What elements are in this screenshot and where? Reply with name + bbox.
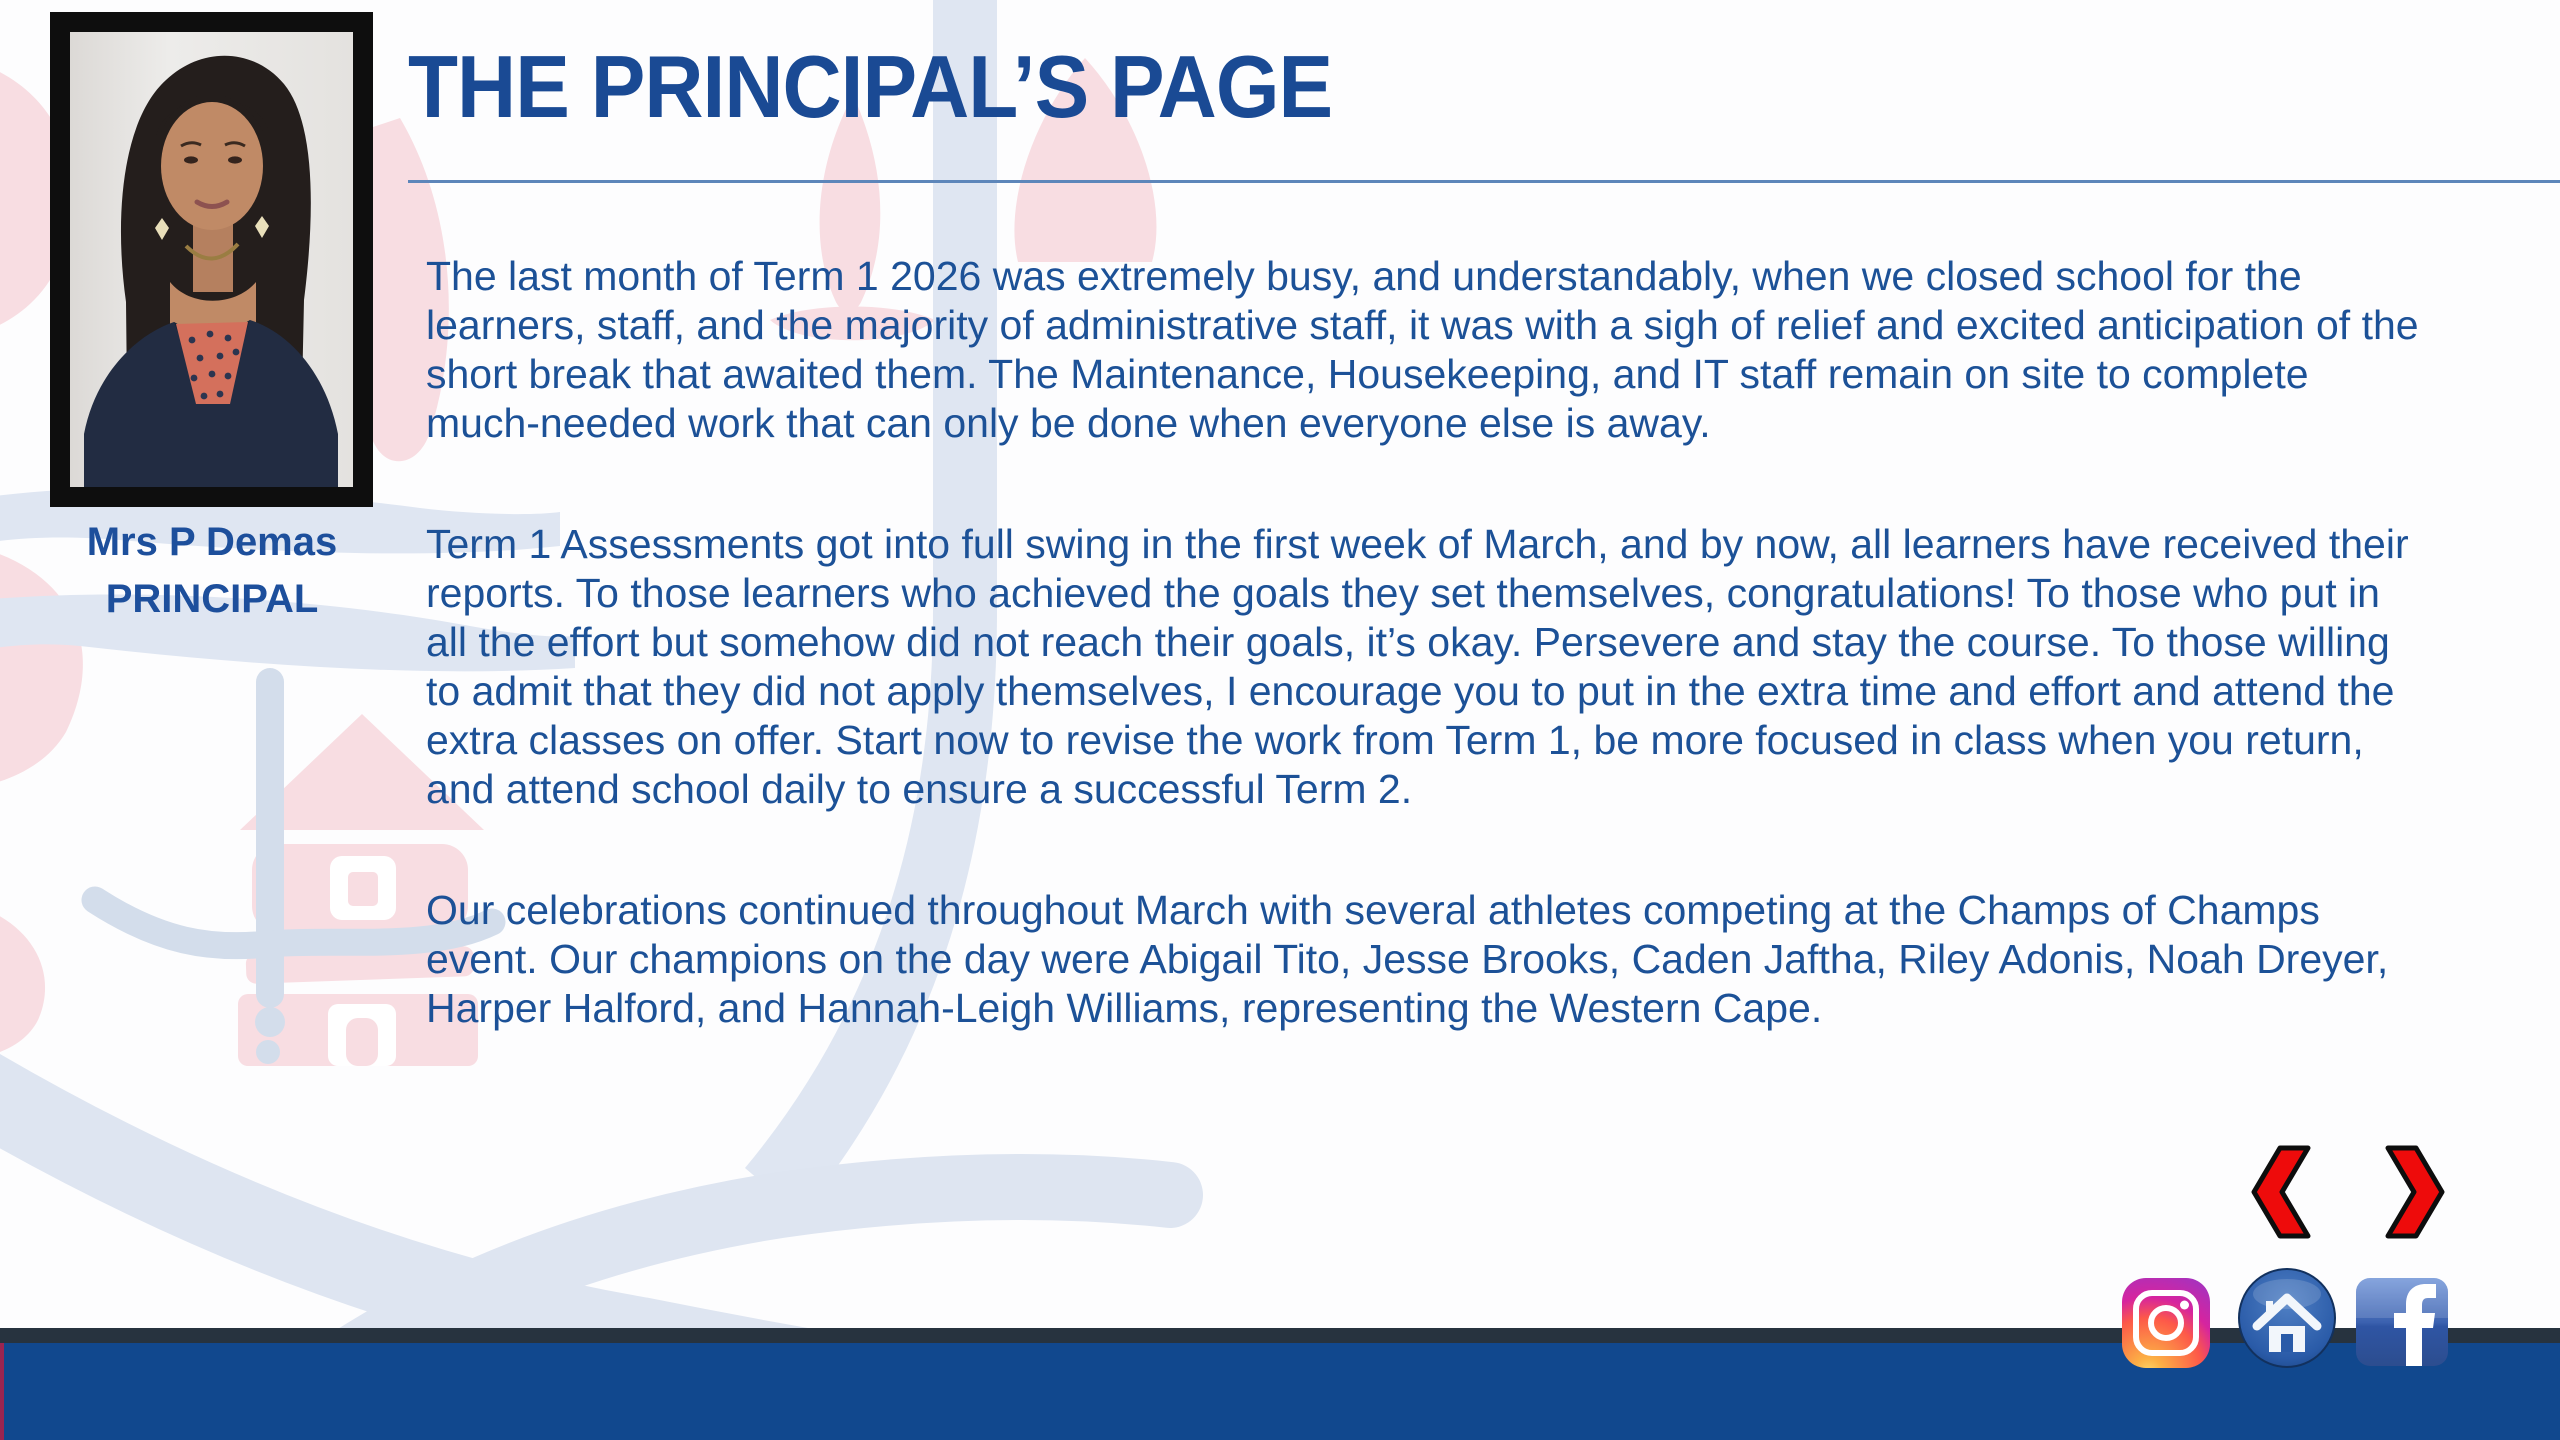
principal-portrait-illustration: [70, 32, 353, 487]
home-link[interactable]: [2238, 1268, 2336, 1368]
facebook-link[interactable]: [2356, 1278, 2448, 1366]
principal-role: PRINCIPAL: [105, 577, 319, 621]
principal-name: Mrs P Demas: [86, 520, 338, 564]
instagram-icon: [2122, 1278, 2210, 1368]
next-page-button[interactable]: [2380, 1144, 2450, 1240]
article-paragraph: The last month of Term 1 2026 was extremely busy, and understandably, when we closed school for the learners, staff, and the majority of administrative staff, it was with a sigh of relief and excited anticipation of the short break that awaited them. The Maintenance, Housekeeping, and IT staff remain on site to complete much-needed work that can only be done when everyone else is away.: [426, 253, 2419, 446]
footer-left-accent: [0, 1343, 4, 1440]
page-navigation: [2246, 1144, 2450, 1240]
facebook-icon: [2356, 1278, 2448, 1366]
article-paragraph: Term 1 Assessments got into full swing in the first week of March, and by now, all learners have received their reports. To those learners who achieved the goals they set themselves, congratulations! To those who put in all the effort but somehow did not reach their goals, it’s okay. Persevere and stay the course. To those willing to admit that they did not apply themselves, I encourage you to put in the extra time and effort and attend the extra classes on offer. Start now to revise the work from Term 1, be more focused in class when you return, and attend school daily to ensure a successful Term 2.: [426, 521, 2409, 812]
principal-photo: [50, 12, 373, 507]
title-divider: [408, 180, 2560, 183]
instagram-link[interactable]: [2122, 1278, 2210, 1368]
photo-caption: [36, 514, 388, 628]
chevron-right-icon: [2380, 1144, 2450, 1240]
article-paragraph: Our celebrations continued throughout March with several athletes competing at the Champs of Champs event. Our champions on the day were Abigail Tito, Jesse Brooks, Caden Jaftha, Riley Adonis, Noah Dreyer, Harper Halford, and Hannah-Leigh Williams, representing the Western Cape.: [426, 887, 2389, 1031]
home-icon: [2238, 1268, 2336, 1368]
page-title: THE PRINCIPAL’S PAGE: [408, 37, 1333, 136]
principal-message: [426, 252, 2431, 1105]
social-links: [2122, 1268, 2452, 1378]
chevron-left-icon: [2246, 1144, 2316, 1240]
prev-page-button[interactable]: [2246, 1144, 2316, 1240]
